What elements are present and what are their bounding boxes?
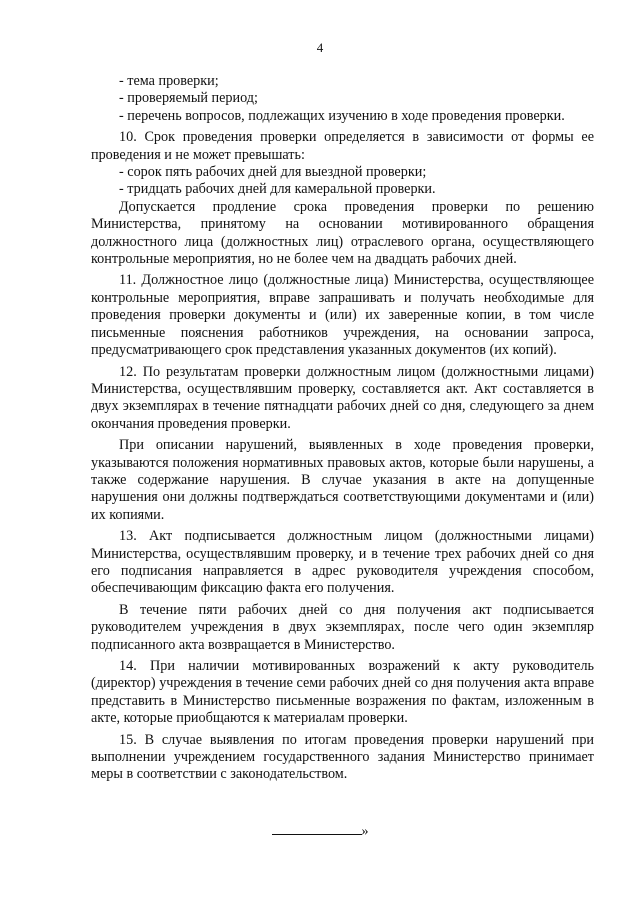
paragraph-13: 13. Акт подписывается должностным лицом (должностными лицами) Министерства, осуществлявшим проверку, и в течение трех рабочих дней со дня его подписания направляется в адрес руководителя учреждения способом, обеспечивающим фиксацию факта его получения.: [91, 528, 594, 597]
closing-underline: [272, 822, 362, 835]
paragraph-14: 14. При наличии мотивированных возражений к акту руководитель (директор) учреждения в течение семи рабочих дней со дня получения акта вправе представить в Министерство письменные возражения по фактам, изложенным в акте, которые приобщаются к материалам проверки.: [91, 658, 594, 727]
paragraph-signing: В течение пяти рабочих дней со дня получения акт подписывается руководителем учреждения в двух экземплярах, после чего один экземпляр подписанного акта возвращается в Министерство.: [91, 601, 594, 653]
closing-line: [0, 822, 640, 840]
document-body: [91, 73, 594, 784]
list-item-period: - проверяемый период;: [119, 90, 258, 107]
paragraph-12: 12. По результатам проверки должностным лицом (должностными лицами) Министерства, осуществлявшим проверку, составляется акт. Акт составляется в двух экземплярах в течение пятнадцати рабочих дней со дня, следующего за днем окончания проведения проверки.: [91, 363, 594, 432]
paragraph-10: 10. Срок проведения проверки определяется в зависимости от формы ее проведения и не может превышать:: [91, 129, 594, 163]
list-item-field-check: - сорок пять рабочих дней для выездной проверки;: [119, 164, 427, 181]
paragraph-15: 15. В случае выявления по итогам проведения проверки нарушений при выполнении учреждением государственного задания Министерство принимает меры в соответствии с законодательством.: [91, 731, 594, 783]
closing-quote-mark: »: [361, 824, 369, 839]
list-item-questions: - перечень вопросов, подлежащих изучению в ходе проведения проверки.: [119, 107, 565, 124]
paragraph-11: 11. Должностное лицо (должностные лица) Министерства, осуществляющее контрольные мероприятия, вправе запрашивать и получать необходимые для проведения проверки документы и (или) их заверенные копии, в том числе письменные пояснения работников учреждения, на основании запроса, предусматривающего срок представления указанных документов (их копий).: [91, 272, 594, 359]
paragraph-violations: При описании нарушений, выявленных в ходе проведения проверки, указываются положения нормативных правовых актов, которые были нарушены, а также содержание нарушения. В случае указания в акте на допущенные нарушения они должны подтверждаться соответствующими документами и (или) их копиями.: [91, 437, 594, 523]
list-item-topic: - тема проверки;: [119, 73, 219, 89]
page-number: 4: [316, 40, 324, 55]
list-item-desk-check: - тридцать рабочих дней для камеральной проверки.: [119, 181, 436, 198]
paragraph-extension: Допускается продление срока проведения проверки по решению Министерства, принятому на основании мотивированного обращения должностного лица (должностных лиц) отраслевого органа, осуществляющего контрольные мероприятия, но не более чем на двадцать рабочих дней.: [91, 198, 594, 268]
